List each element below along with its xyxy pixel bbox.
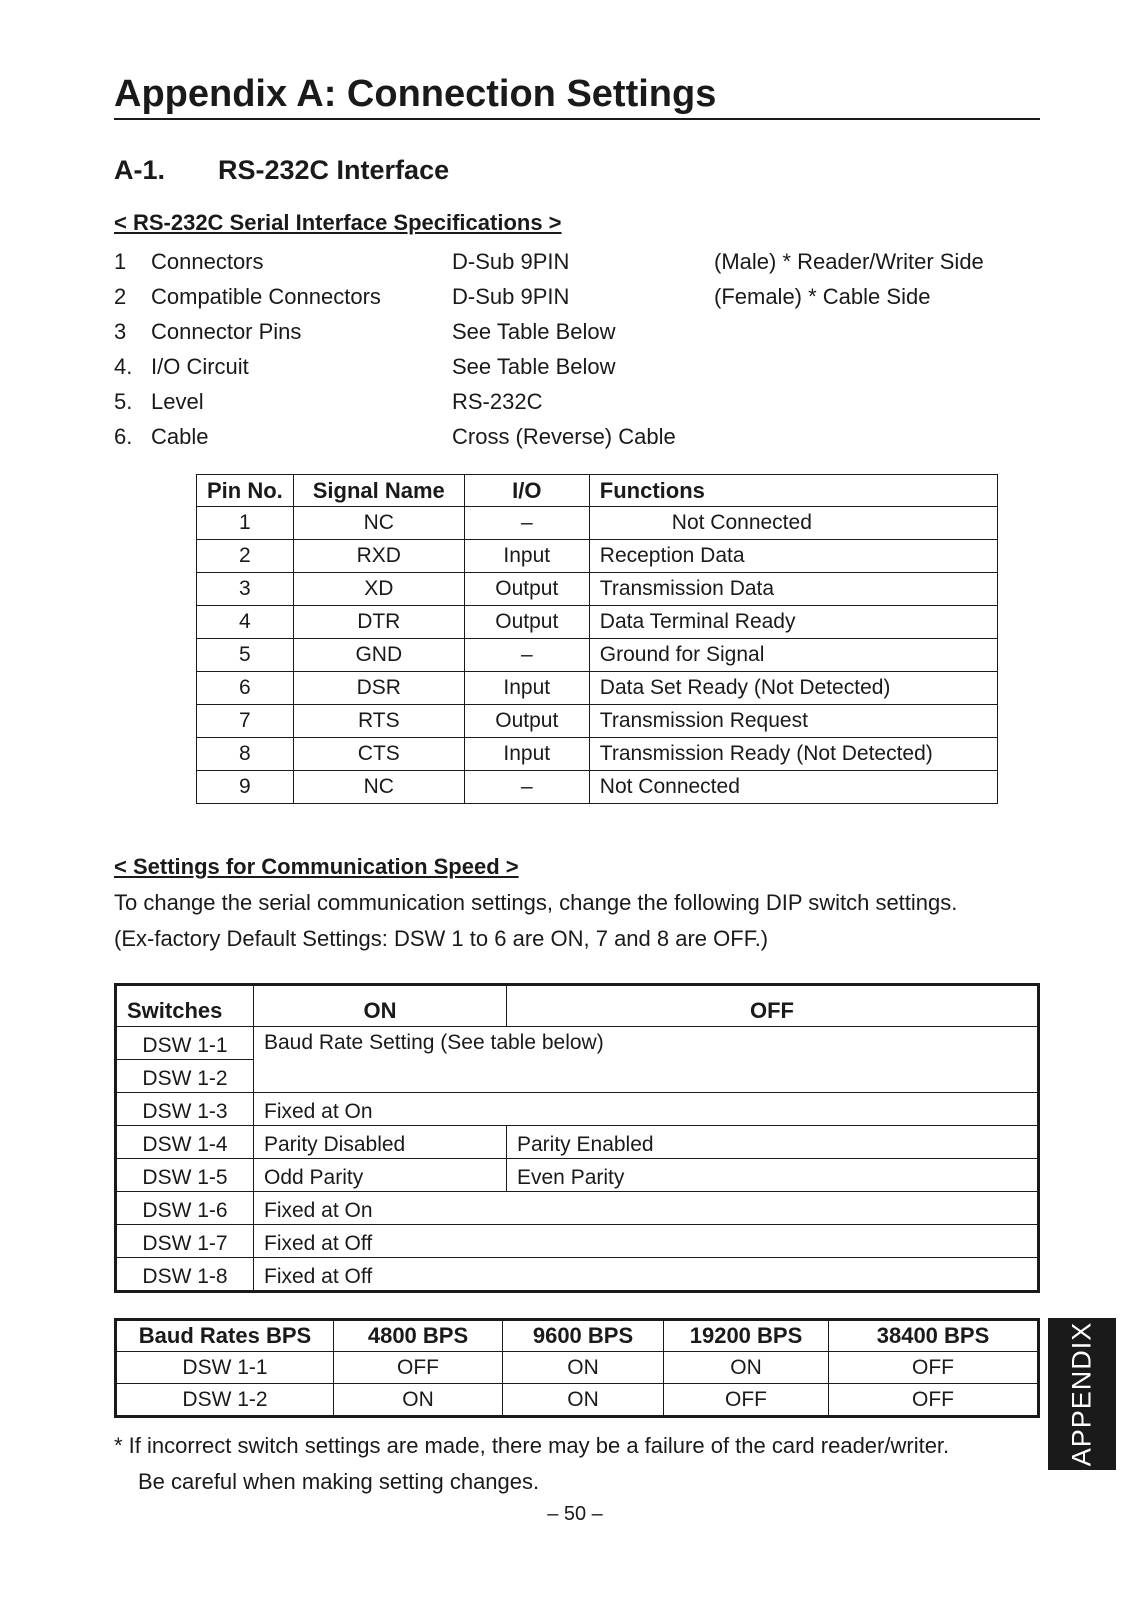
table-row: [197, 672, 998, 705]
spec-value: See Table Below: [452, 319, 616, 344]
baud-4800-header: 4800 BPS: [334, 1320, 503, 1352]
io-cell: Output: [464, 573, 589, 606]
section-name: RS-232C Interface: [218, 155, 450, 185]
pin-table: [196, 474, 998, 804]
factory-default-note: (Ex-factory Default Settings: DSW 1 to 6 are ON, 7 and 8 are OFF.): [114, 926, 769, 951]
spec-heading: < RS-232C Serial Interface Specifications >: [114, 210, 562, 235]
spec-number: 1: [114, 249, 127, 274]
switch-cell: DSW 1-1: [116, 1352, 334, 1384]
baud-38400-header: 38400 BPS: [829, 1320, 1039, 1352]
page-number: – 50 –: [547, 1503, 603, 1525]
table-row: [197, 606, 998, 639]
io-cell: –: [464, 507, 589, 540]
table-row: [116, 1027, 1039, 1060]
state-cell: ON: [503, 1384, 664, 1417]
signal-cell: RTS: [293, 705, 464, 738]
setting-cell: Fixed at On: [254, 1093, 1039, 1126]
warning-footnote: [114, 1428, 949, 1500]
setting-cell: Baud Rate Setting (See table below): [254, 1027, 1039, 1093]
signal-cell: NC: [293, 507, 464, 540]
table-row: [116, 1225, 1039, 1258]
spec-item: Connectors: [151, 249, 264, 274]
off-cell: Parity Enabled: [507, 1126, 1039, 1159]
switch-cell: DSW 1-6: [116, 1192, 254, 1225]
table-row: [116, 1093, 1039, 1126]
spec-row: [114, 349, 1054, 384]
spec-number: 6.: [114, 424, 133, 449]
spec-item: Connector Pins: [151, 319, 302, 344]
switch-cell: DSW 1-5: [116, 1159, 254, 1192]
table-header-row: [116, 985, 1039, 1027]
function-cell: Not Connected: [589, 507, 997, 540]
spec-note: (Male) * Reader/Writer Side: [714, 249, 984, 274]
spec-number: 3: [114, 319, 127, 344]
switches-header: Switches: [116, 985, 254, 1027]
state-cell: ON: [503, 1352, 664, 1384]
baud-rate-table: [114, 1318, 1040, 1418]
table-row: [116, 1258, 1039, 1292]
switch-cell: DSW 1-1: [116, 1027, 254, 1060]
pin-cell: 7: [197, 705, 294, 738]
switch-cell: DSW 1-2: [116, 1060, 254, 1093]
table-row: [197, 573, 998, 606]
table-row: [197, 771, 998, 804]
function-cell: Not Connected: [589, 771, 997, 804]
signal-cell: DSR: [293, 672, 464, 705]
table-row: [116, 1384, 1039, 1417]
spec-row: [114, 419, 1054, 454]
functions-header: Functions: [589, 475, 997, 507]
spec-item: I/O Circuit: [151, 354, 249, 379]
appendix-side-tab: [1048, 1318, 1116, 1470]
baud-19200-header: 19200 BPS: [664, 1320, 829, 1352]
spec-number: 2: [114, 284, 127, 309]
spec-row: [114, 314, 1054, 349]
function-cell: Data Terminal Ready: [589, 606, 997, 639]
signal-name-header: Signal Name: [293, 475, 464, 507]
spec-note: (Female) * Cable Side: [714, 284, 931, 309]
footnote-line-2: Be careful when making setting changes.: [138, 1469, 540, 1494]
table-row: [197, 738, 998, 771]
spec-row: [114, 279, 1054, 314]
off-header: OFF: [507, 985, 1039, 1027]
io-cell: –: [464, 639, 589, 672]
pin-cell: 6: [197, 672, 294, 705]
setting-cell: Fixed at Off: [254, 1258, 1039, 1292]
signal-cell: CTS: [293, 738, 464, 771]
switch-cell: DSW 1-8: [116, 1258, 254, 1292]
io-cell: Input: [464, 672, 589, 705]
state-cell: OFF: [664, 1384, 829, 1417]
pin-cell: 3: [197, 573, 294, 606]
section-number: A-1.: [114, 155, 166, 185]
state-cell: OFF: [829, 1384, 1039, 1417]
state-cell: ON: [664, 1352, 829, 1384]
spec-value: D-Sub 9PIN: [452, 284, 570, 309]
table-row: [116, 1352, 1039, 1384]
spec-list: [114, 244, 1054, 454]
pin-cell: 8: [197, 738, 294, 771]
side-tab-label: APPENDIX: [1066, 1321, 1097, 1467]
signal-cell: GND: [293, 639, 464, 672]
function-cell: Transmission Ready (Not Detected): [589, 738, 997, 771]
io-cell: Output: [464, 606, 589, 639]
function-cell: Transmission Data: [589, 573, 997, 606]
switch-cell: DSW 1-2: [116, 1384, 334, 1417]
spec-value: See Table Below: [452, 354, 616, 379]
spec-value: Cross (Reverse) Cable: [452, 424, 676, 449]
table-row: [116, 1159, 1039, 1192]
table-row: [116, 1192, 1039, 1225]
spec-value: RS-232C: [452, 389, 543, 414]
pin-cell: 4: [197, 606, 294, 639]
table-row: [197, 705, 998, 738]
switch-cell: DSW 1-3: [116, 1093, 254, 1126]
baud-9600-header: 9600 BPS: [503, 1320, 664, 1352]
function-cell: Transmission Request: [589, 705, 997, 738]
spec-item: Compatible Connectors: [151, 284, 381, 309]
on-cell: Odd Parity: [254, 1159, 507, 1192]
function-cell: Reception Data: [589, 540, 997, 573]
spec-number: 4.: [114, 354, 133, 379]
spec-row: [114, 384, 1054, 419]
state-cell: ON: [334, 1384, 503, 1417]
table-row: [197, 507, 998, 540]
switch-cell: DSW 1-4: [116, 1126, 254, 1159]
pin-cell: 9: [197, 771, 294, 804]
footnote-line-1: * If incorrect switch settings are made, there may be a failure of the card reader/writer.: [114, 1433, 950, 1458]
table-row: [197, 639, 998, 672]
setting-cell: Fixed at Off: [254, 1225, 1039, 1258]
table-header-row: [197, 475, 998, 507]
spec-item: Level: [151, 389, 204, 414]
off-cell: Even Parity: [507, 1159, 1039, 1192]
switch-cell: DSW 1-7: [116, 1225, 254, 1258]
section-title: [114, 155, 449, 186]
io-header: I/O: [464, 475, 589, 507]
baud-rates-header: Baud Rates BPS: [116, 1320, 334, 1352]
function-cell: Data Set Ready (Not Detected): [589, 672, 997, 705]
spec-item: Cable: [151, 424, 209, 449]
on-header: ON: [254, 985, 507, 1027]
dip-switch-table: [114, 983, 1040, 1293]
signal-cell: NC: [293, 771, 464, 804]
signal-cell: RXD: [293, 540, 464, 573]
spec-number: 5.: [114, 389, 133, 414]
setting-cell: Fixed at On: [254, 1192, 1039, 1225]
table-header-row: [116, 1320, 1039, 1352]
pin-cell: 2: [197, 540, 294, 573]
signal-cell: DTR: [293, 606, 464, 639]
pin-cell: 1: [197, 507, 294, 540]
io-cell: –: [464, 771, 589, 804]
state-cell: OFF: [334, 1352, 503, 1384]
spec-value: D-Sub 9PIN: [452, 249, 570, 274]
io-cell: Output: [464, 705, 589, 738]
table-row: [197, 540, 998, 573]
pin-cell: 5: [197, 639, 294, 672]
spec-row: [114, 244, 1054, 279]
table-row: [116, 1126, 1039, 1159]
state-cell: OFF: [829, 1352, 1039, 1384]
signal-cell: XD: [293, 573, 464, 606]
function-cell: Ground for Signal: [589, 639, 997, 672]
page-title: Appendix A: Connection Settings: [114, 72, 1040, 120]
io-cell: Input: [464, 540, 589, 573]
speed-instructions: To change the serial communication settings, change the following DIP switch settings.: [114, 890, 958, 915]
speed-heading: < Settings for Communication Speed >: [114, 854, 519, 879]
pin-no-header: Pin No.: [197, 475, 294, 507]
io-cell: Input: [464, 738, 589, 771]
on-cell: Parity Disabled: [254, 1126, 507, 1159]
